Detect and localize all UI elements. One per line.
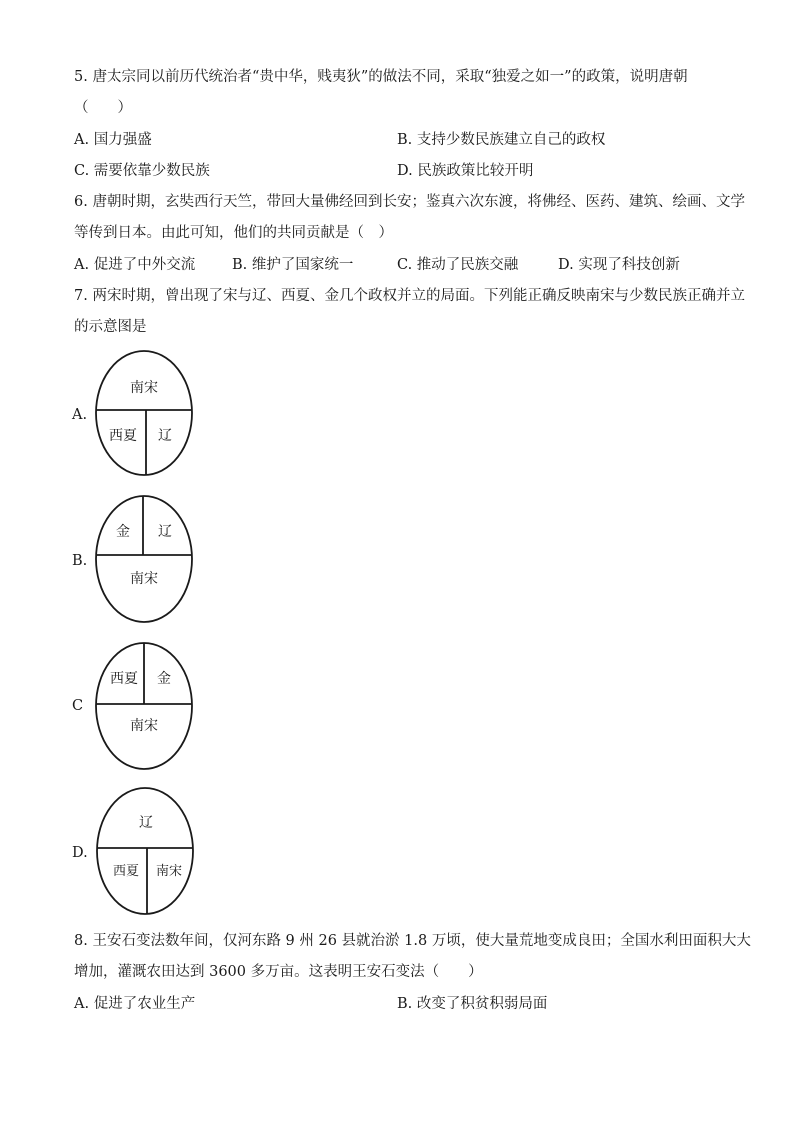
diagram-d-bottom-left-label: 西夏	[112, 864, 140, 879]
diagram-c-top-right-label: 金	[157, 671, 171, 687]
diagram-b-bottom-label: 南宋	[130, 571, 158, 587]
question-7-option-c-letter: C	[72, 698, 84, 714]
question-5-option-b: B. 支持少数民族建立自己的政权	[397, 132, 606, 148]
diagram-c-bottom-label: 南宋	[130, 718, 158, 734]
question-5-option-c: C. 需要依靠少数民族	[74, 163, 210, 179]
question-6-option-c: C. 推动了民族交融	[397, 257, 519, 273]
question-8-option-a: A. 促进了农业生产	[74, 996, 196, 1012]
question-7-option-b-letter: B.	[72, 553, 88, 569]
question-6-option-b: B. 维护了国家统一	[232, 257, 354, 273]
question-5-stem: 5. 唐太宗同以前历代统治者“贵中华，贱夷狄”的做法不同，采取“独爱之如一”的政策，说明唐朝	[74, 69, 688, 85]
question-5-answer-blank: （ ）	[74, 100, 132, 116]
question-6-stem-continued: 等传到日本。由此可知，他们的共同贡献是（ ）	[74, 225, 393, 241]
question-6-stem: 6. 唐朝时期，玄奘西行天竺，带回大量佛经回到长安；鉴真六次东渡，将佛经、医药、建筑、绘画、文学	[74, 194, 745, 210]
question-7-option-a-letter: A.	[72, 407, 88, 423]
diagram-a-bottom-left-label: 西夏	[109, 428, 137, 444]
question-7-option-d-diagram	[94, 785, 196, 917]
diagram-a-bottom-right-label: 辽	[158, 428, 172, 444]
question-5-option-d: D. 民族政策比较开明	[397, 163, 534, 179]
question-7-option-a-diagram	[93, 348, 195, 478]
question-7-stem: 7. 两宋时期，曾出现了宋与辽、西夏、金几个政权并立的局面。下列能正确反映南宋与少数民族正确并立	[74, 288, 745, 304]
diagram-a-top-label: 南宋	[130, 380, 158, 396]
question-7-option-d-letter: D.	[72, 845, 88, 861]
question-5-option-a: A. 国力强盛	[74, 132, 152, 148]
diagram-d-bottom-right-label: 南宋	[155, 864, 183, 879]
question-6-option-a: A. 促进了中外交流	[74, 257, 196, 273]
question-8-option-b: B. 改变了积贫积弱局面	[397, 996, 548, 1012]
question-8-stem-continued: 增加，灌溉农田达到 3600 多万亩。这表明王安石变法（ ）	[74, 964, 483, 980]
diagram-b-top-left-label: 金	[116, 524, 130, 540]
diagram-d-top-label: 辽	[139, 815, 153, 831]
diagram-c-top-left-label: 西夏	[110, 671, 138, 687]
diagram-b-top-right-label: 辽	[158, 524, 172, 540]
question-7-option-b-diagram	[93, 493, 195, 625]
question-8-stem: 8. 王安石变法数年间，仅河东路 9 州 26 县就治淤 1.8 万顷，使大量荒地变成良田；全国水利田面积大大	[74, 933, 751, 949]
question-7-stem-continued: 的示意图是	[74, 319, 147, 335]
question-6-option-d: D. 实现了科技创新	[558, 257, 680, 273]
question-7-option-c-diagram	[93, 640, 195, 772]
